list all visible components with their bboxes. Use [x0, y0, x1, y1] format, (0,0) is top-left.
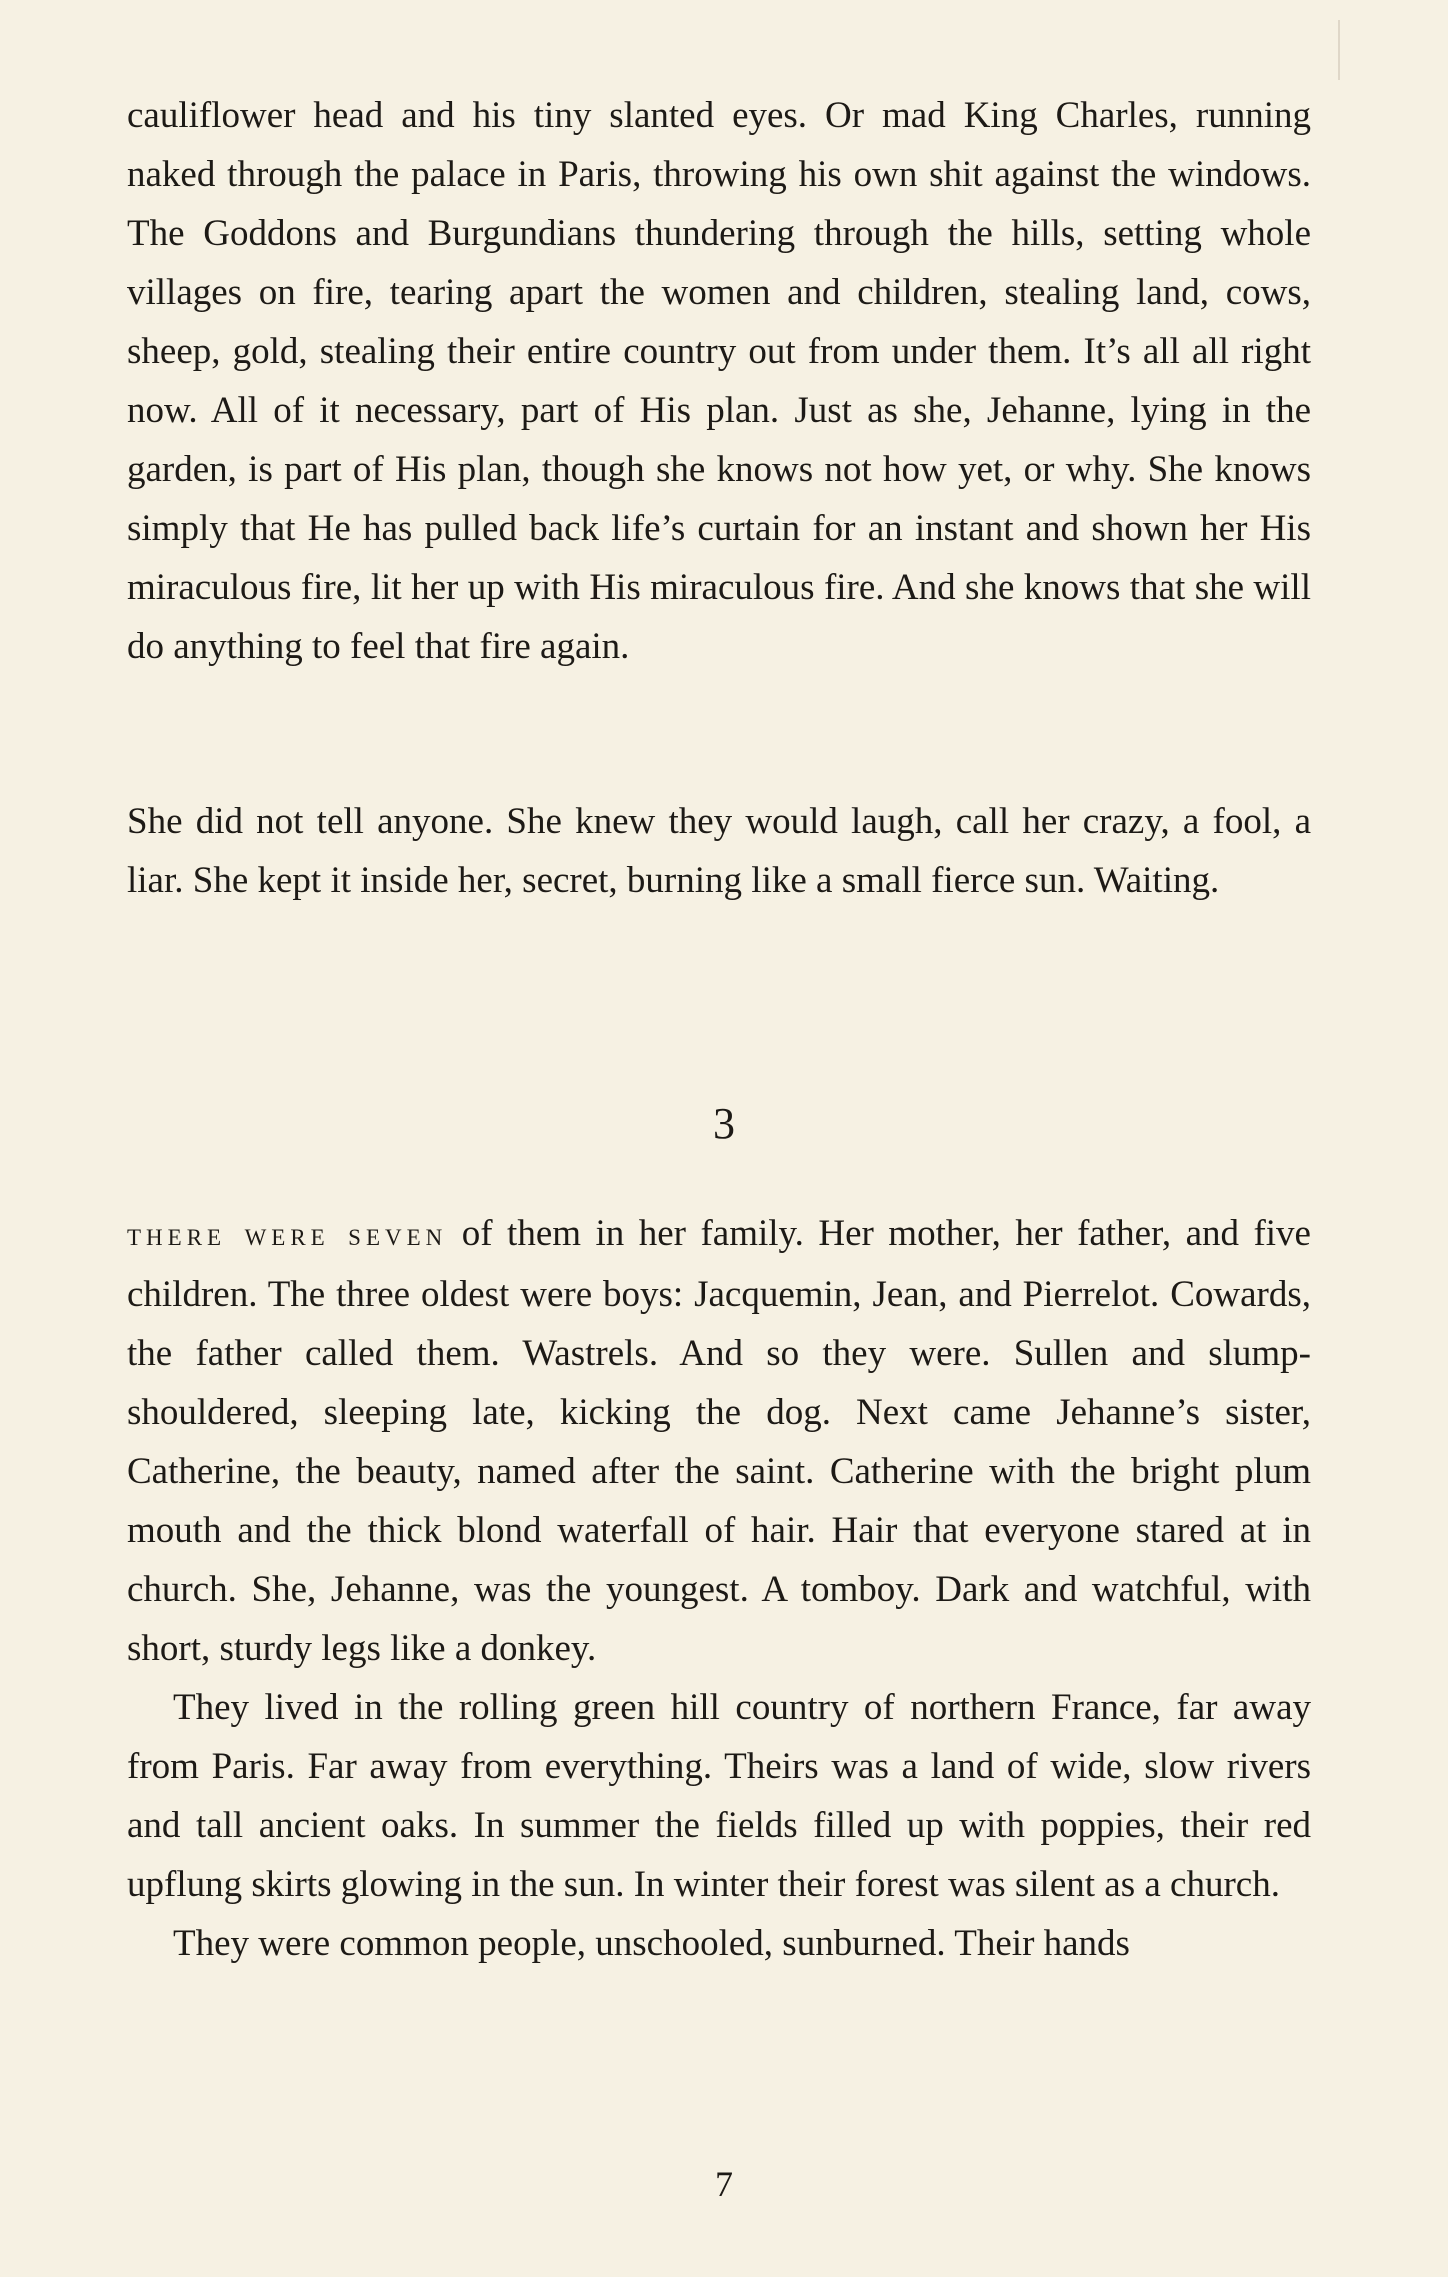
chapter-first-paragraph	[127, 1204, 1311, 1678]
chapter-opening-smallcaps: there were seven	[127, 1217, 448, 1253]
page-scan-mark	[1338, 20, 1340, 80]
chapter-number: 3	[713, 1099, 735, 1148]
chapter-first-paragraph-text: of them in her family. Her mother, her father, and five children. The three oldest were boys: Jacquemin, Jean, and Pierrelot. Cowards, the father called them. Wastrels. And so they were. Sullen and slump-shouldered, sleeping late, kicking the dog. Next came Jehanne’s sister, Catherine, the beauty, named after the saint. Catherine with the bright plum mouth and the thick blond waterfall of hair. Hair that everyone stared at in church. She, Jehanne, was the youngest. A tomboy. Dark and watchful, with short, sturdy legs like a donkey.	[127, 1213, 1311, 1669]
paragraph-continued: cauliflower head and his tiny slanted eyes. Or mad King Charles, running naked through the palace in Paris, throwing his own shit against the windows. The Goddons and Burgundians thundering through the hills, setting whole villages on fire, tearing apart the women and children, stealing land, cows, sheep, gold, stealing their entire country out from under them. It’s all all right now. All of it necessary, part of His plan. Just as she, Jehanne, lying in the garden, is part of His plan, though she knows not how yet, or why. She knows simply that He has pulled back life’s curtain for an instant and shown her His miraculous fire, lit her up with His miraculous fire. And she knows that she will do anything to feel that fire again.	[127, 95, 1311, 667]
paragraph-common-people: They were common people, unschooled, sunburned. Their hands	[173, 1923, 1130, 1964]
chapter-body	[127, 1204, 1311, 1973]
paragraph-hill-country: They lived in the rolling green hill country of northern France, far away from Paris. Far away from everything. Theirs was a land of wide, slow rivers and tall ancient oaks. In summer the fields filled up with poppies, their red upflung skirts glowing in the sun. In winter their forest was silent as a church.	[127, 1687, 1311, 1905]
page-number: 7	[715, 2164, 733, 2204]
paragraph-secret: She did not tell anyone. She knew they would laugh, call her crazy, a fool, a liar. She kept it inside her, secret, burning like a small fierce sun. Waiting.	[127, 801, 1311, 901]
